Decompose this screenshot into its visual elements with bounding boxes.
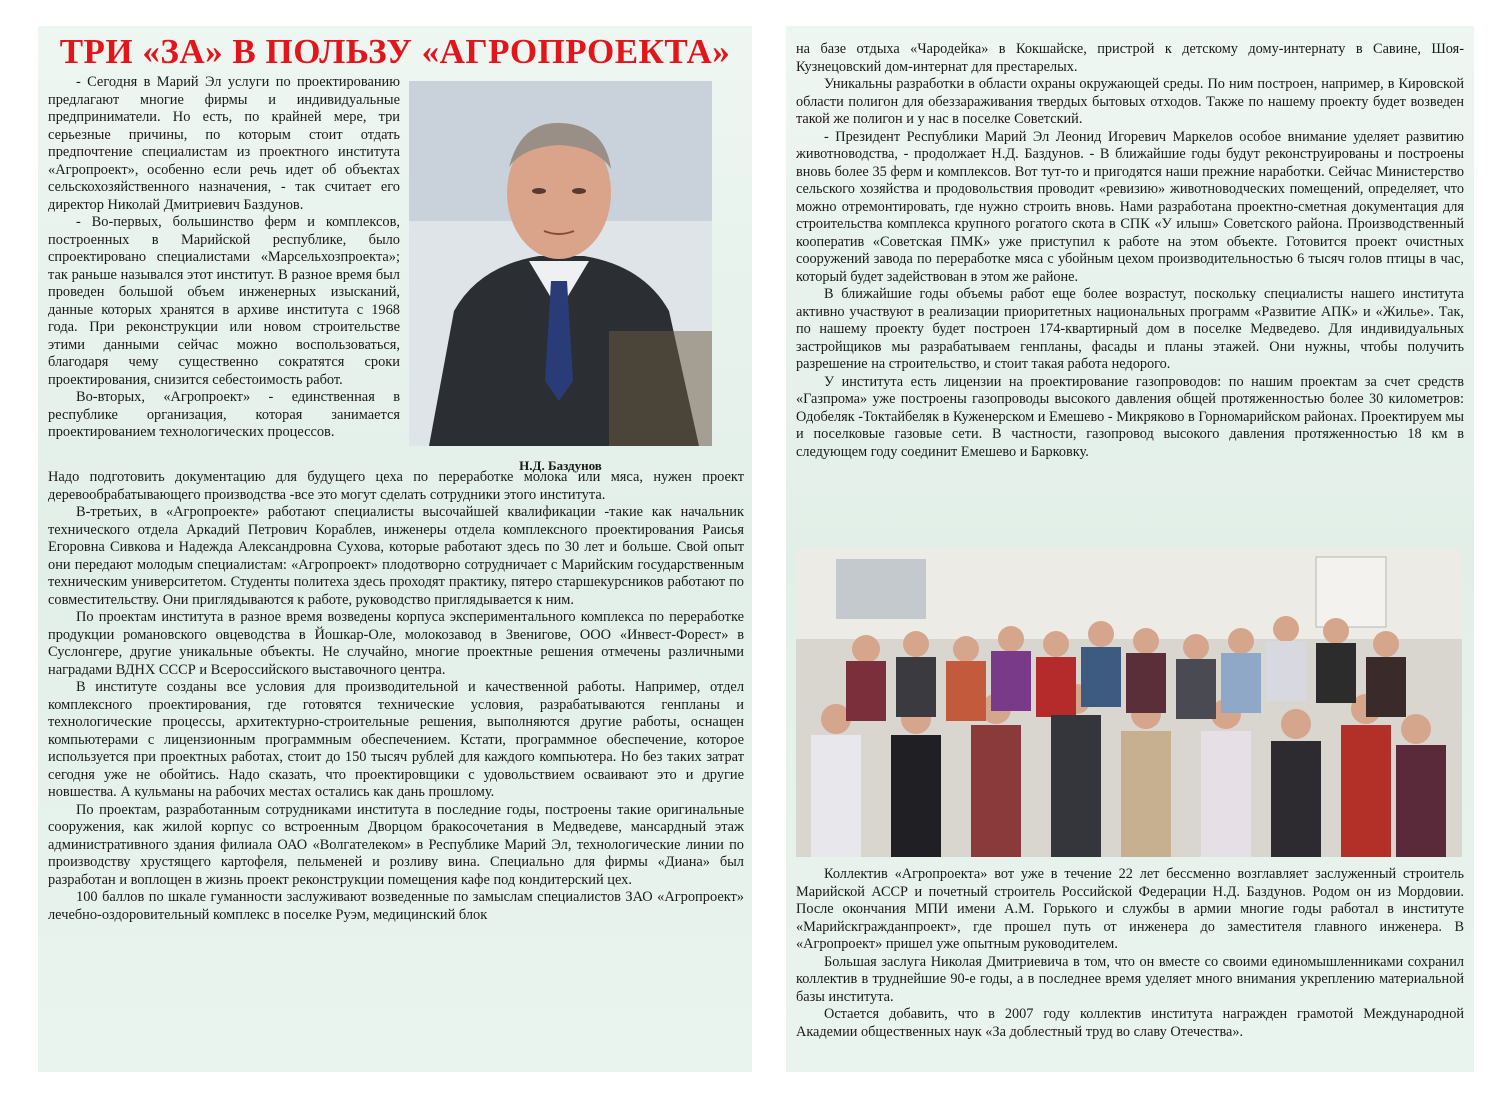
paragraph: В институте созданы все условия для производительной и качественной работы. Например, отдел комплексного проектирования, где готовятся технические условия, разрабатываются генпланы и технологические процессы, архитектурно-строительные решения, выполняются другие работы, оснащен компьютерами с лицензионным программным обеспечением. Кстати, программное обеспечение, которое используется при проектных работах, стоит до 150 тысяч рублей для каждого компьютера. Но без таких затрат сегодня уже не обойтись. Надо сказать, что проектировщики с удовольствием осваивают это и другие новшества. А кульманы на рабочих местах остались как дань прошлому.: [48, 679, 744, 800]
paragraph: Во-вторых, «Агропроект» - единственная в республике организация, которая занимается проектированием технологических процессов.: [48, 389, 400, 440]
paragraph: В ближайшие годы объемы работ еще более возрастут, поскольку специалисты нашего института активно участвуют в реализации приоритетных национальных программ «Развитие АПК» и «Жилье». Так, по нашему проекту будет построен 174-квартирный дом в поселке Медведево. Для индивидуальных застройщиков мы разрабатываем генпланы, фасады и планы этажей. Они нужны, чтобы получить разрешение на строительство, и стоит такая работа недорого.: [796, 286, 1464, 372]
paragraph: В-третьих, в «Агропроекте» работают специалисты высочайшей квалификации -такие как начальник технического отдела Аркадий Петрович Кораблев, инженеры отдела комплексного проектирования Раисья Егоровна Сивкова и Надежда Александровна Сухова, которые работают здесь по 30 лет и больше. Свой опыт они передают молодым специалистам: «Агропроект» плодотворно сотрудничает с Марийским государственным техническим университетом. Студенты политеха здесь проходят практику, пятеро старшекурсников работают по совместительству. Они приглядываются к работе, руководство приглядывается к ним.: [48, 504, 744, 608]
left-main-text: [48, 469, 744, 924]
portrait-caption: Н.Д. Баздунов: [519, 458, 602, 473]
group-photo-illustration: [796, 549, 1462, 857]
paragraph: - Сегодня в Марий Эл услуги по проектированию предлагают многие фирмы и индивидуальные предприниматели. Но есть, по крайней мере, три серьезные причины, по которым стоит отдать предпочтение специалистам из проектного института «Агропроект», особенно если речь идет об объектах сельскохозяйственного назначения, - так считает его директор Николай Дмитриевич Баздунов.: [48, 74, 400, 213]
director-portrait-photo: [409, 81, 712, 446]
paragraph: - Президент Республики Марий Эл Леонид Игоревич Маркелов особое внимание уделяет развитию животноводства, - продолжает Н.Д. Баздунов. - В ближайшие годы будут реконструированы и построены вновь более 35 ферм и комплексов. Вот тут-то и пригодятся наши прежние наработки. Сейчас Министерство сельского хозяйства и продовольствия проводит «ревизию» животноводческих помещений, определяет, что можно отремонтировать, где нужно строить вновь. Нами разработана проектно-сметная документация для строительства комплекса крупного рогатого скота в СПК «У илыш» Советского района. Производственный кооператив «Советская ПМК» уже приступил к работе на этом объекте. Готовится проект очистных сооружений завода по переработке мяса с убойным цехом производительностью 6 тысяч голов птицы в час, который будет задействован в этом же районе.: [796, 128, 1464, 285]
right-top-text: [796, 41, 1464, 461]
intro-column: [48, 74, 400, 442]
staff-group-photo: [796, 549, 1462, 857]
right-bottom-text: [796, 866, 1464, 1041]
paragraph: на базе отдыха «Чародейка» в Кокшайске, пристрой к детскому дому-интернату в Савине, Шоя-Кузнецовский дом-интернат для престарелых.: [796, 41, 1464, 75]
paragraph: По проектам института в разное время возведены корпуса экспериментального комплекса по переработке продукции романовского овцеводства в Йошкар-Оле, молокозавод в Звенигове, ООО «Инвест-Форест» в Суслонгере, другие уникальные объекты. Не случайно, многие проектные решения отмечены различными наградами ВДНХ СССР и Всероссийского выставочного центра.: [48, 609, 744, 678]
paragraph: Большая заслуга Николая Дмитриевича в том, что он вместе со своими единомышленниками сохранил коллектив в труднейшие 90-е годы, а в последнее время уделяет много внимания укреплению материальной базы института.: [796, 953, 1464, 1005]
left-page: [38, 26, 752, 1072]
paragraph: - Во-первых, большинство ферм и комплексов, построенных в Марийской республике, было спроектировано специалистами «Марсельхозпроекта»; так раньше назывался этот институт. В разное время был проведен большой объем инженерных изысканий, данные которых хранятся в архиве института с 1968 года. При реконструкции или новом строительстве этими данными сейчас можно воспользоваться, благодаря чему существенно сократятся сроки проектирования, снизится себестоимость работ.: [48, 214, 400, 388]
right-page: [786, 26, 1474, 1072]
paragraph: Уникальны разработки в области охраны окружающей среды. По ним построен, например, в Кировской области полигон для обеззараживания твердых бытовых отходов. Также по нашему проекту будет возведен такой же полигон и у нас в поселке Советский.: [796, 76, 1464, 127]
article-title: ТРИ «ЗА» В ПОЛЬЗУ «АГРОПРОЕКТА»: [59, 32, 731, 71]
paragraph: Надо подготовить документацию для будущего цеха по переработке молока или мяса, нужен проект деревообрабатывающего производства -все это могут сделать сотрудники этого института.: [48, 469, 744, 503]
paragraph: Коллектив «Агропроекта» вот уже в течение 22 лет бессменно возглавляет заслуженный строитель Марийской АССР и почетный строитель Российской Федерации Н.Д. Баздунов. Родом он из Мордовии. После окончания МПИ имени А.М. Горького и службы в армии многие годы работал в институте «Марийскгражданпроект», где прошел путь от инженера до заместителя главного инженера. В «Агропроект» пришел уже опытным руководителем.: [796, 866, 1464, 952]
paragraph: Остается добавить, что в 2007 году коллектив института награжден грамотой Международной Академии общественных наук «За доблестный труд во славу Отечества».: [796, 1006, 1464, 1040]
paragraph: У института есть лицензии на проектирование газопроводов: по нашим проектам за счет средств «Газпрома» уже построены газопроводы высокого давления общей протяженностью более 30 километров: Одобеляк -Токтайбеляк в Куженерском и Емешево - Микряково в Горномарийском районах. Проектируем мы и поселковые газовые сети. В частности, газопровод высокого давления протяженностью 18 км в следующем году соединит Емешево и Барковку.: [796, 373, 1464, 460]
portrait-illustration: [409, 81, 712, 446]
paragraph: 100 баллов по шкале гуманности заслуживают возведенные по замыслам специалистов ЗАО «Агропроект» лечебно-оздоровительный комплекс в поселке Руэм, медицинский блок: [48, 889, 744, 923]
paragraph: По проектам, разработанным сотрудниками института в последние годы, построены такие оригинальные сооружения, как жилой корпус со встроенным Дворцом бракосочетания в Медведеве, мансардный этаж административного здания филиала ОАО «Волгателеком» в Республике Марий Эл, технологические линии по производству хрустящего картофеля, пельменей и розливу вина. Специально для фирмы «Диана» был разработан и воплощен в жизнь проект реконструкции помещения кафе под кондитерский цех.: [48, 801, 744, 888]
